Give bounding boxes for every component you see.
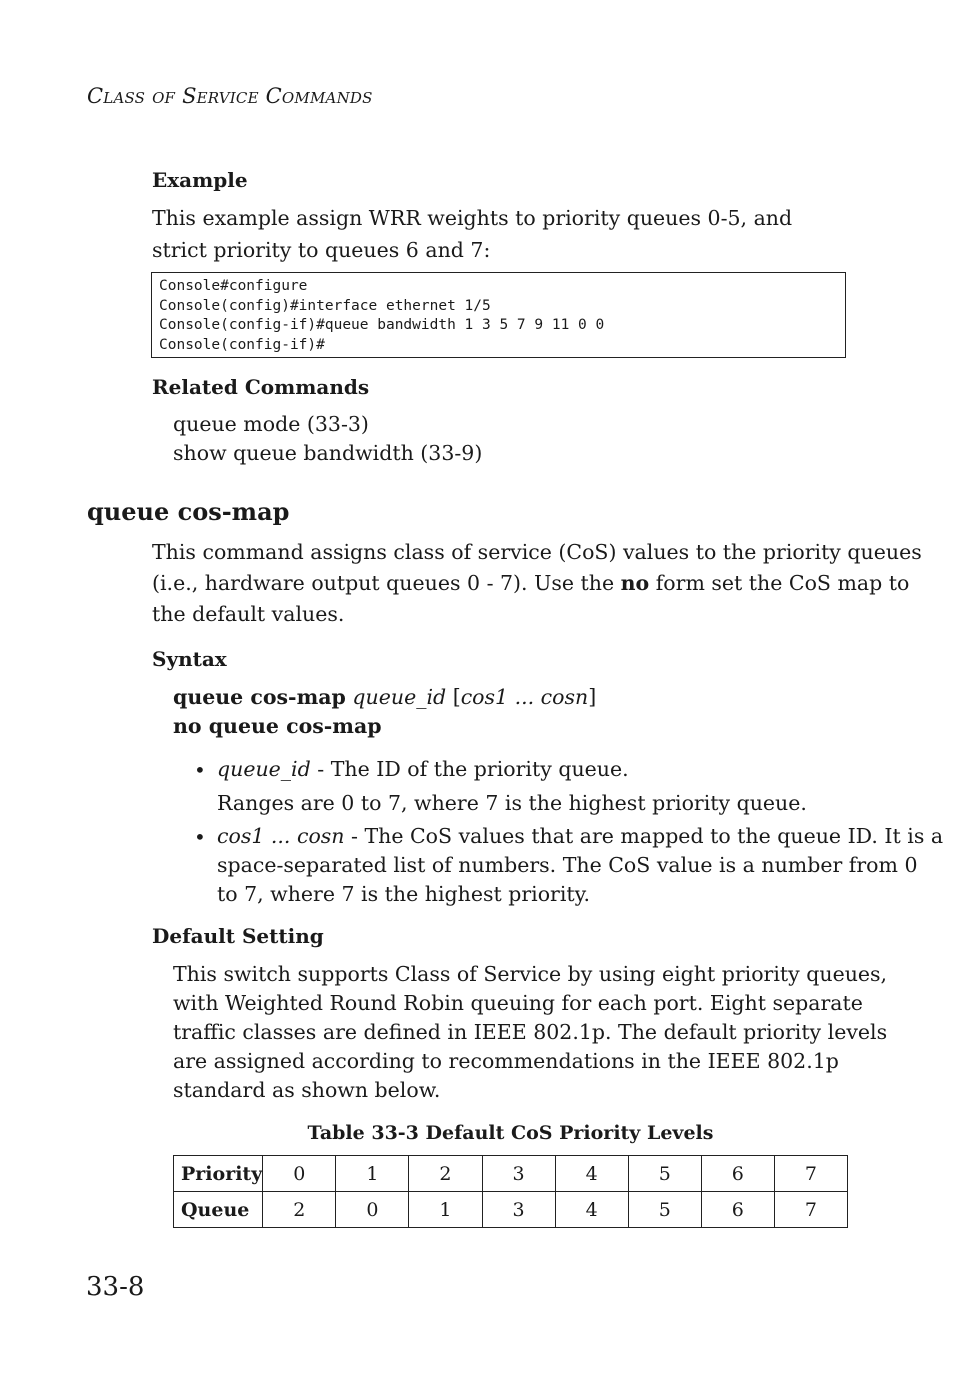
cos-priority-table (173, 1155, 848, 1228)
default-setting-line: traffic classes are defined in IEEE 802.1p. The default priority levels (173, 1020, 888, 1044)
table-row (174, 1156, 848, 1192)
syntax-no-command: no queue cos-map (173, 714, 382, 738)
bullet-marker: • (194, 758, 206, 782)
table-cell: 3 (482, 1192, 555, 1228)
related-commands-heading: Related Commands (152, 375, 370, 399)
no-keyword: no (620, 571, 650, 595)
table-cell: 5 (628, 1156, 701, 1192)
row-header-priority: Priority (174, 1156, 263, 1192)
table-cell: 0 (263, 1156, 336, 1192)
table-cell: 6 (701, 1156, 774, 1192)
default-setting-heading: Default Setting (152, 924, 324, 948)
running-header: CLASS OF SERVICE COMMANDS (87, 84, 373, 108)
parameter-cos-list: cos1 ... cosn - The CoS values that are mapped to the queue ID. It is a (217, 824, 944, 848)
parameter-queue-id-range: Ranges are 0 to 7, where 7 is the highest priority queue. (217, 791, 807, 815)
related-command-item: show queue bandwidth (33-9) (173, 441, 483, 465)
related-command-item: queue mode (33-3) (173, 412, 369, 436)
syntax-heading: Syntax (152, 647, 227, 671)
code-line: Console(config-if)#queue bandwidth 1 3 5 7 9 11 0 0 (159, 317, 605, 333)
table-cell: 1 (409, 1192, 482, 1228)
table-cell: 1 (336, 1156, 409, 1192)
row-header-queue: Queue (174, 1192, 263, 1228)
default-setting-line: are assigned according to recommendations in the IEEE 802.1p (173, 1049, 839, 1073)
table-cell: 6 (701, 1192, 774, 1228)
example-paragraph: This example assign WRR weights to priority queues 0-5, and strict priority to queues 6 and 7: (152, 206, 793, 262)
default-setting-line: with Weighted Round Robin queuing for each port. Eight separate (173, 991, 863, 1015)
code-line: Console(config-if)# (159, 336, 325, 353)
table-cell: 4 (555, 1156, 628, 1192)
code-line: Console#configure (159, 278, 308, 294)
description-line: the default values. (152, 602, 345, 626)
table-cell: 0 (336, 1192, 409, 1228)
example-heading: Example (152, 168, 248, 192)
bullet-marker: • (194, 825, 206, 849)
table-cell: 5 (628, 1192, 701, 1228)
description-line: This command assigns class of service (CoS) values to the priority queues (152, 540, 922, 564)
parameter-queue-id: queue_id - The ID of the priority queue. (217, 757, 629, 781)
table-cell: 3 (482, 1156, 555, 1192)
table-row (174, 1192, 848, 1228)
table-cell: 2 (409, 1156, 482, 1192)
page-number: 33-8 (86, 1272, 145, 1302)
code-line: Console(config)#interface ethernet 1/5 (159, 297, 491, 314)
table-cell: 7 (774, 1192, 847, 1228)
table-caption: Table 33-3 Default CoS Priority Levels (307, 1122, 714, 1144)
parameter-cos-list-line: space-separated list of numbers. The CoS value is a number from 0 (217, 853, 918, 877)
syntax-command: queue cos-map queue_id [cos1 ... cosn] (173, 685, 597, 709)
description-line: (i.e., hardware output queues 0 - 7). Use the no form set the CoS map to (152, 571, 910, 595)
table-cell: 2 (263, 1192, 336, 1228)
table-cell: 4 (555, 1192, 628, 1228)
code-example (151, 272, 846, 358)
table-cell: 7 (774, 1156, 847, 1192)
default-setting-line: standard as shown below. (173, 1078, 441, 1102)
section-title: queue cos-map (87, 497, 290, 526)
parameter-cos-list-line: to 7, where 7 is the highest priority. (217, 882, 591, 906)
default-setting-line: This switch supports Class of Service by using eight priority queues, (173, 962, 888, 986)
